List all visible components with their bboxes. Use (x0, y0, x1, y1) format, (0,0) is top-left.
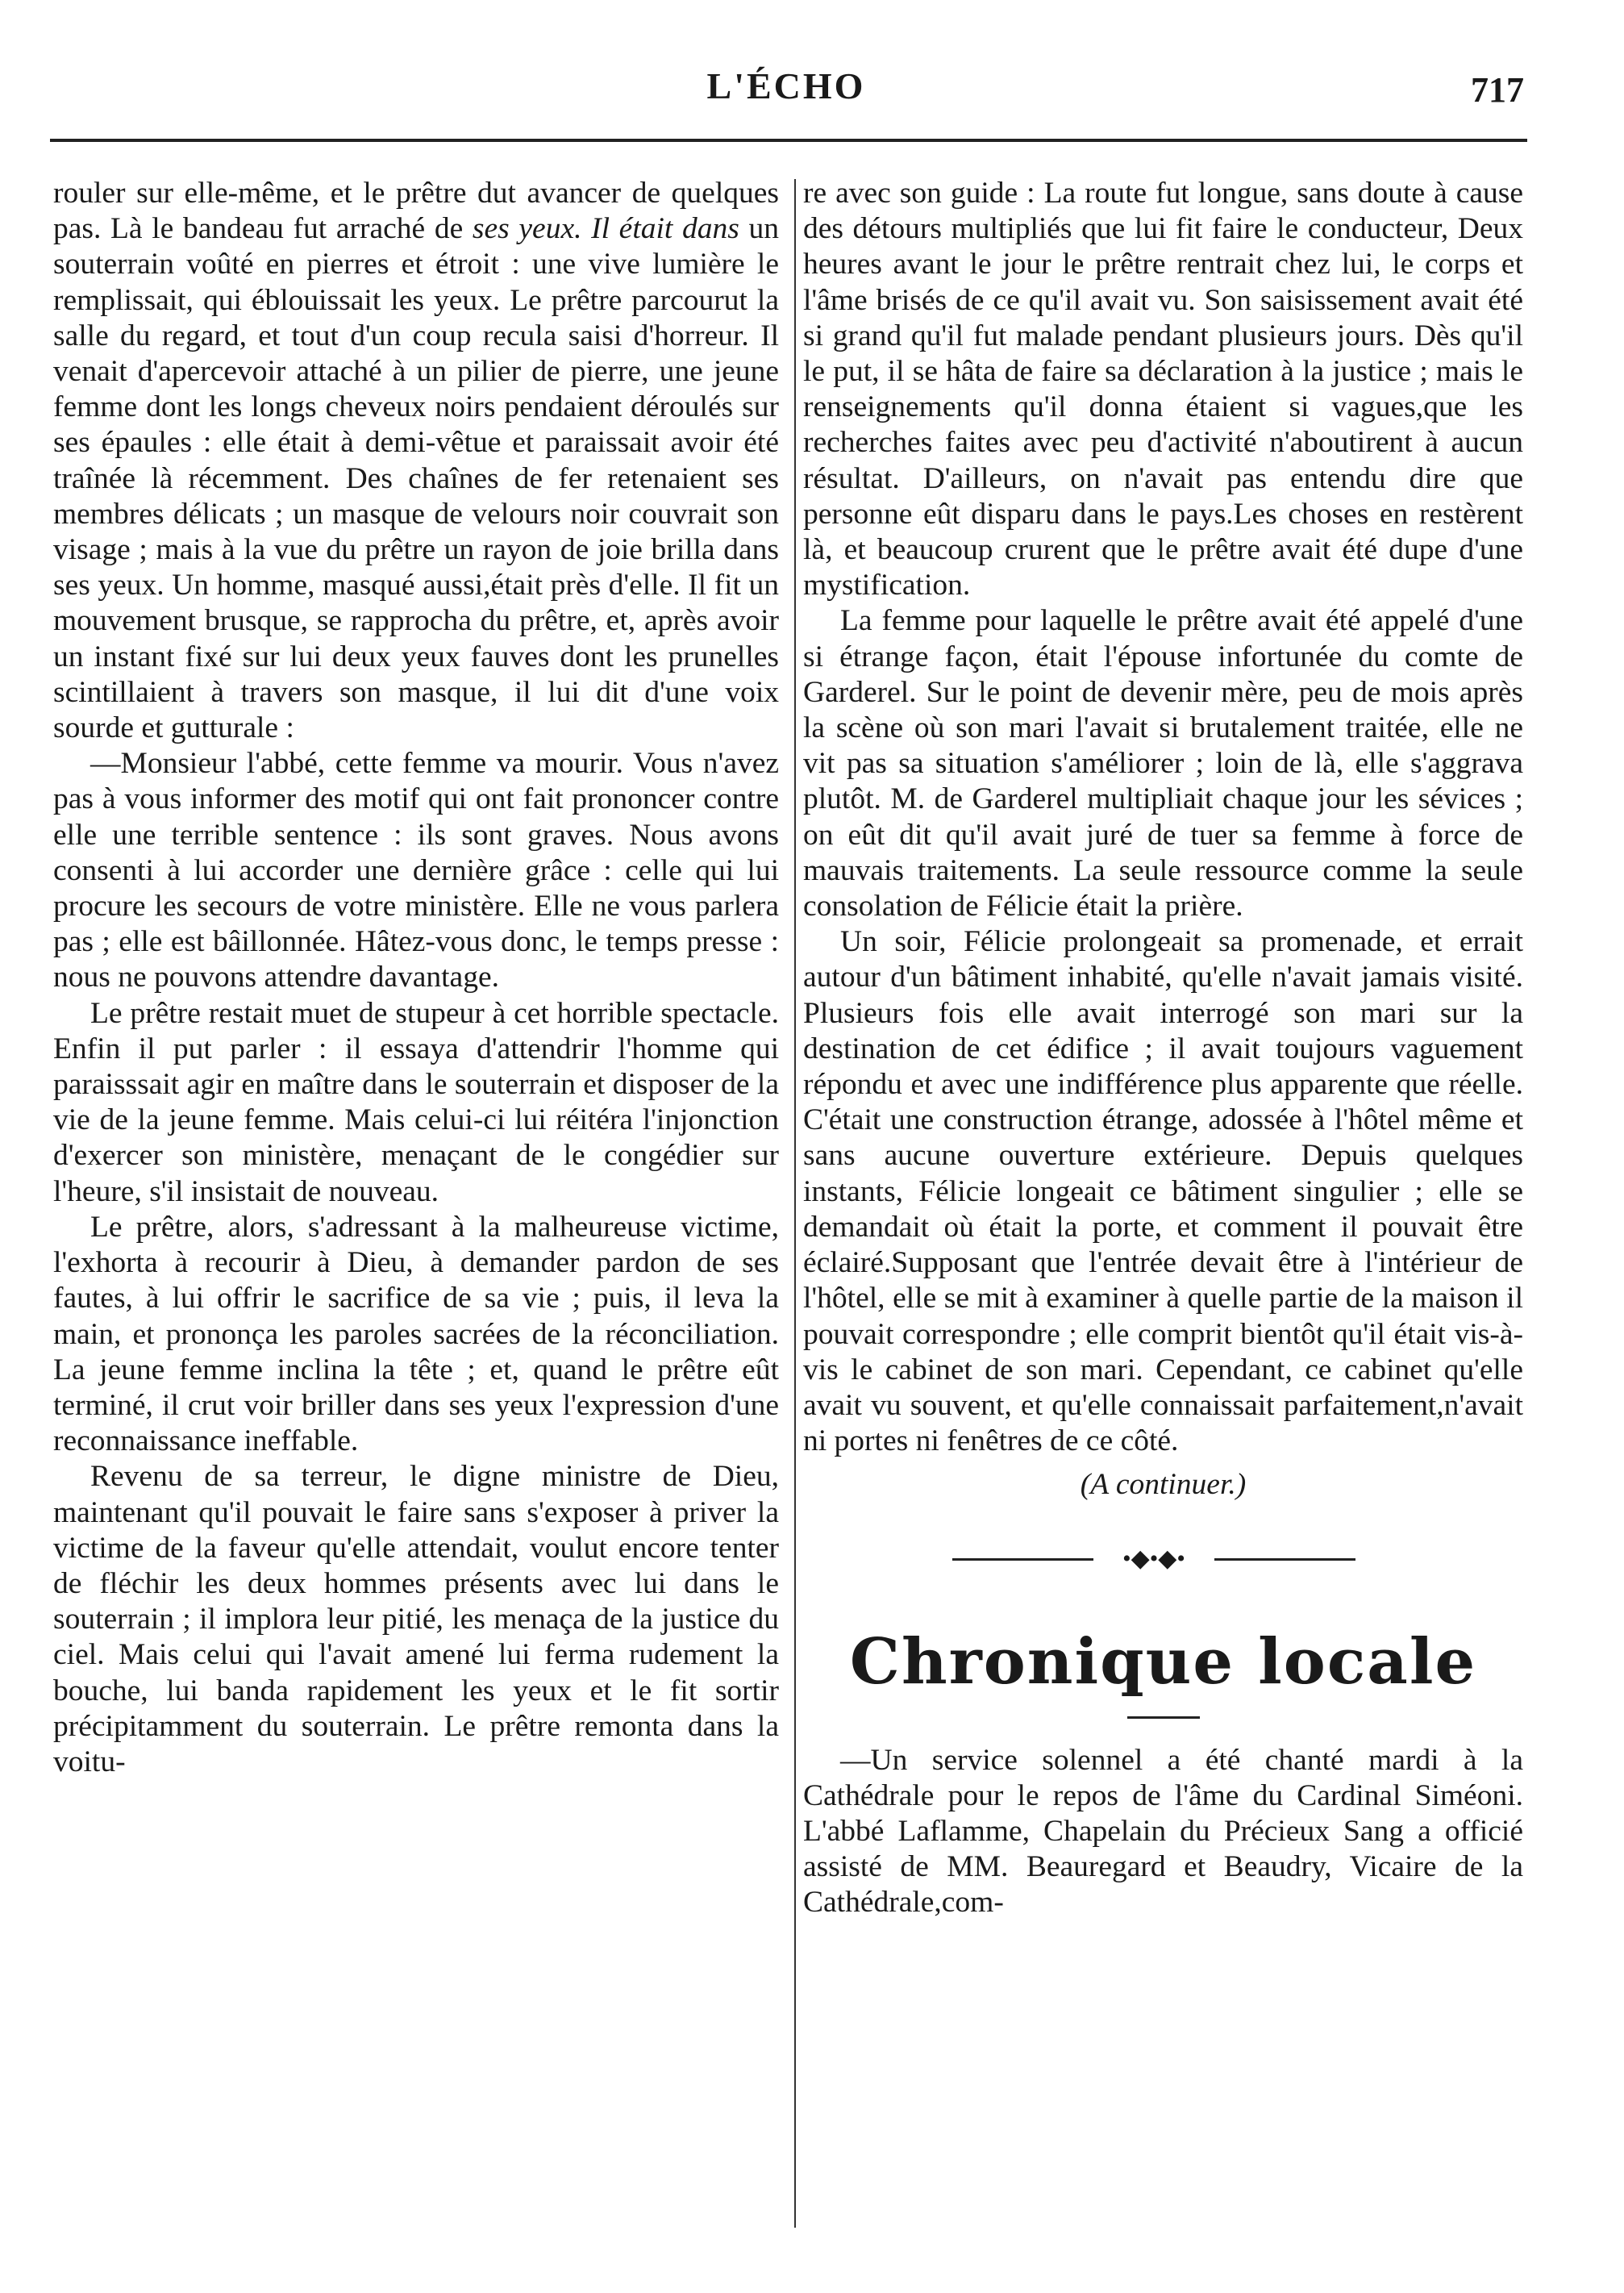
column-divider (794, 179, 796, 2228)
header-rule (50, 139, 1527, 142)
paragraph-text: un souterrain voûté en pierres et étroit : une vive lumière le remplissait, qui éblouissait les yeux. Le prêtre parcourut la salle du regard, et tout d'un coup recula saisi d'horreur. Il venait d'apercevoir attaché à un pilier de pierre, une jeune femme dont les longs cheveux noirs pendaient déroulés sur ses épaules : elle était à demi-vêtue et paraissait avoir été traînée là récemment. Des chaînes de fer retenaient ses membres délicats ; un masque de velours noir couvrait son visage ; mais à la vue du prêtre un rayon de joie brilla dans ses yeux. Un homme, masqué aussi,était près d'elle. Il fit un mouvement brusque, se rapprocha du prêtre, et, après avoir un instant fixé sur lui deux yeux fauves dont les prunelles scintillaient à travers son masque, il lui dit d'une voix sourde et gutturale : (53, 212, 780, 745)
paragraph (53, 176, 779, 746)
paragraph: —Un service solennel a été chanté mardi à la Cathédrale pour le repos de l'âme du Cardinal Siméoni. L'abbé Laflamme, Chapelain du Précieux Sang a officié assisté de MM. Beauregard et Beaudry, Vicaire de la Cathédrale,com- (803, 1743, 1523, 1920)
page-header (48, 65, 1524, 113)
paragraph: La femme pour laquelle le prêtre avait été appelé d'une si étrange façon, était l'épouse infortunée du comte de Garderel. Sur le point de devenir mère, peu de mois après la scène où son mari l'avait si brutalement traitée, elle ne vit pas sa situation s'améliorer ; loin de là, elle s'aggrava plutôt. M. de Garderel multipliait chaque jour les sévices ; on eût dit qu'il avait juré de tuer sa femme à force de mauvais traitements. La seule ressource comme la seule consolation de Félicie était la prière. (803, 604, 1523, 923)
paragraph: re avec son guide : La route fut longue, sans doute à cause des détours multipliés que lui fit faire le conducteur, Deux heures avant le jour le prêtre rentrait chez lui, le corps et l'âme brisés de ce qu'il avait vu. Son saisissement avait été si grand qu'il fut malade pendant plusieurs jours. Dès qu'il le put, il se hâta de faire sa déclaration à la justice ; mais le renseignements qu'il donna étaient si vagues,que les recherches faites avec peu d'activité n'aboutirent à aucun résultat. D'ailleurs, on n'avait pas entendu dire que personne eût disparu dans le pays.Les choses en restèrent là, et beaucoup crurent que le prêtre avait été dupe d'une mystification. (803, 177, 1523, 602)
italic-text: ses yeux. Il était dans (472, 212, 739, 246)
left-column (53, 176, 779, 1780)
ornament-divider (803, 1544, 1523, 1576)
paragraph: Un soir, Félicie prolongeait sa promenade, et errait autour d'un bâtiment inhabité, qu'elle n'avait jamais visité. Plusieurs fois elle avait interrogé son mari sur la destination de cet édifice ; il avait toujours vaguement répondu et avec une indifférence plus apparente que réelle. C'était une construction étrange, adossée à l'hôtel même et sans aucune ouverture extérieure. Depuis quelques instants, Félicie longeait ce bâtiment singulier ; elle se demandait où était la porte, et comment il pouvait être éclairé.Supposant que l'entrée devait être à l'intérieur de l'hôtel, elle se mit à examiner à quelle partie de la maison il pouvait correspondre ; elle comprit bientôt qu'il était vis-à-vis le cabinet de son mari. Cependant, ce cabinet qu'elle avait vu souvent, et qu'elle connaissait parfaitement,n'avait ni portes ni fenêtres de ce côté. (803, 925, 1523, 1458)
heading-rule (1127, 1716, 1200, 1719)
page-number: 717 (1471, 70, 1524, 110)
paragraph: Revenu de sa terreur, le digne ministre de Dieu, maintenant qu'il pouvait le faire sans s'exposer à priver la victime de la faveur qu'elle attendait, voulut encore tenter de fléchir les deux hommes présents avec lui dans le souterrain ; il implora leur pitié, les menaça de la justice du ciel. Mais celui qui l'avait amené lui ferma rudement la bouche, lui banda rapidement les yeux et le fit sortir précipitamment du souterrain. Le prêtre remonta dans la voitu- (53, 1460, 779, 1778)
paragraph-text: rouler sur elle-même, et le prêtre dut avancer de quelques pas. Là le bandeau fut arraché de (53, 177, 779, 246)
continued-label: (A continuer.) (1080, 1468, 1247, 1502)
section-heading: Chronique locale (849, 1624, 1477, 1699)
ornament-glyph: •◆•◆• (1093, 1547, 1214, 1571)
paragraph: —Monsieur l'abbé, cette femme va mourir. Vous n'avez pas à vous informer des motif qui ont fait prononcer contre elle une terrible sentence : ils sont graves. Nous avons consenti à lui accorder une dernière grâce : celle qui lui procure les secours de votre ministère. Elle ne vous parlera pas ; elle est bâillonnée. Hâtez-vous donc, le temps presse : nous ne pouvons attendre davantage. (53, 747, 779, 994)
newspaper-title: L'ÉCHO (706, 65, 866, 106)
paragraph: Le prêtre, alors, s'adressant à la malheureuse victime, l'exhorta à recourir à Dieu, à demander pardon de ses fautes, à lui offrir le sacrifice de sa vie ; puis, il leva la main, et prononça les paroles sacrées de la réconciliation. La jeune femme inclina la tête ; et, quand le prêtre eût terminé, il crut voir briller dans ses yeux l'expression d'une reconnaissance ineffable. (53, 1210, 779, 1458)
right-column (803, 176, 1523, 1921)
paragraph: Le prêtre restait muet de stupeur à cet horrible spectacle. Enfin il put parler : il essaya d'attendrir l'homme qui paraisssait agir en maître dans le souterrain et disposer de la vie de la jeune femme. Mais celui-ci lui réitéra l'injonction d'exercer son ministère, menaçant de le congédier sur l'heure, s'il insistait de nouveau. (53, 996, 779, 1208)
